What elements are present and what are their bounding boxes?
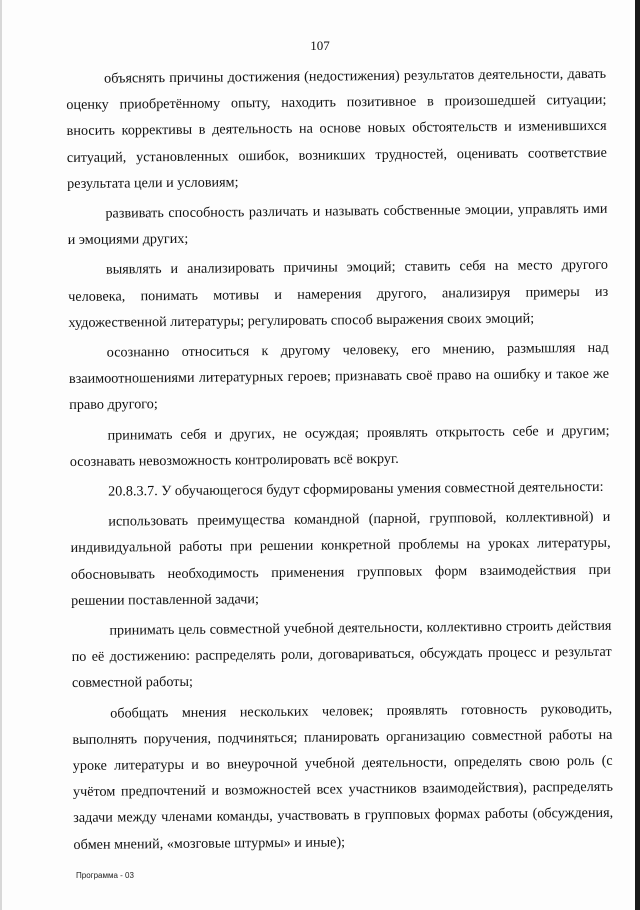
paragraph: выявлять и анализировать причины эмоций; ставить себя на место другого человека, понимать мотивы и намерения другого, анализируя примеры из художественной литературы; регулировать способ выражения своих эмоций; (68, 257, 609, 331)
scan-edge-right (635, 0, 640, 910)
body-text (66, 61, 614, 862)
footer-label: Программа - 03 (76, 871, 134, 880)
section-heading-paragraph: 20.8.3.7. У обучающегося будут сформированы умения совместной деятельности: (108, 478, 604, 500)
paragraph: использовать преимущества командной (парной, групповой, коллективной) и индивидуальной работы при решении конкретной проблемы на уроках литературы, обосновывать необходимость применения групповых форм взаимодействия при решении поставленной задачи; (70, 509, 611, 609)
paragraph: объяснять причины достижения (недостижения) результатов деятельности, давать оценку приобретённому опыту, находить позитивное в произошедшей ситуации; вносить коррективы в деятельность на основе новых обстоятельств и изменившихся ситуаций, установленных ошибок, возникших трудностей, оценивать соответствие результата цели и условиям; (66, 65, 607, 192)
page-number: 107 (310, 38, 330, 53)
paragraph: принимать себя и других, не осуждая; проявлять открытость себе и другим; осознавать невозможность контролировать всё вокруг. (69, 422, 610, 470)
paragraph: принимать цель совместной учебной деятельности, коллективно строить действия по её достижению: распределять роли, договариваться, обсуждать процесс и результат совместной работы; (71, 617, 612, 692)
paragraph: обобщать мнения нескольких человек; проявлять готовность руководить, выполнять поручения, подчиняться; планировать организацию совместной работы на уроке литературы и во внеурочной учебной деятельности, определять свою роль (с учётом предпочтений и возможностей всех участников взаимодействия), распределять задачи между членами команды, участвовать в групповых формах работы (обсуждения, обмен мнений, «мозговые штурмы» и иные); (72, 700, 614, 853)
paragraph: осознанно относиться к другому человеку, его мнению, размышляя над взаимоотношениями литературных героев; признавать своё право на ошибку и такое же право другого; (68, 339, 610, 414)
scan-edge-left (0, 0, 2, 910)
paragraph: развивать способность различать и называть собственные эмоции, управлять ими и эмоциями других; (67, 200, 608, 249)
